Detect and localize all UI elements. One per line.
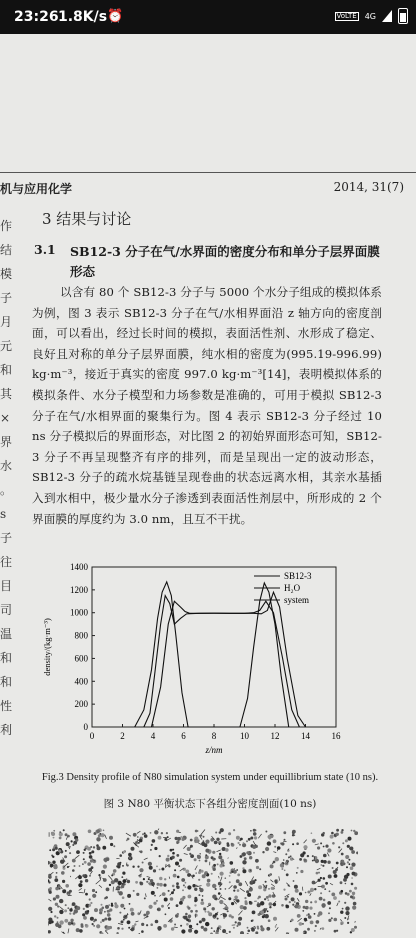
- edge-character: 水: [0, 454, 14, 478]
- figure-caption-chinese: 图 3 N80 平衡状态下各组分密度剖面(10 ns): [40, 798, 380, 811]
- density-profile-chart: [36, 559, 352, 764]
- edge-character: 温: [0, 622, 14, 646]
- x-tick-label: 0: [90, 731, 95, 741]
- journal-name: 机与应用化学: [0, 180, 72, 197]
- journal-issue: 2014, 31(7): [334, 180, 404, 194]
- header-rule: [0, 172, 416, 173]
- edge-character: 子: [0, 526, 14, 550]
- figure-caption-english: Fig.3 Density profile of N80 simulation system under equillibrium state (10 ns).: [40, 771, 380, 784]
- edge-character: 司: [0, 598, 14, 622]
- edge-character: 模: [0, 262, 14, 286]
- edge-character: 。: [0, 478, 14, 502]
- document-page: [0, 34, 416, 900]
- y-tick-label: 1400: [70, 562, 89, 572]
- x-tick-label: 12: [271, 731, 280, 741]
- edge-character: 结: [0, 238, 14, 262]
- section-heading: 3 结果与讨论: [42, 208, 131, 229]
- series-line-H₂O: [144, 592, 306, 727]
- status-bar: [0, 0, 416, 34]
- y-tick-label: 800: [75, 631, 89, 641]
- edge-character: 往: [0, 550, 14, 574]
- status-time: 23:26: [14, 9, 59, 25]
- edge-character: 目: [0, 574, 14, 598]
- network-type: 4G: [365, 12, 376, 21]
- legend-entry: H₂O: [284, 583, 301, 593]
- volte-icon: VoLTE: [335, 12, 359, 21]
- y-tick-label: 200: [75, 699, 89, 709]
- x-axis-label: z/nm: [204, 745, 223, 755]
- edge-character: 和: [0, 358, 14, 382]
- signal-icon: [382, 10, 392, 22]
- edge-character: 性: [0, 694, 14, 718]
- body-text: 以含有 80 个 SB12-3 分子与 5000 个水分子组成的模拟体系为例，图 3 表示 SB12-3 分子在气/水相界面沿 z 轴方向的密度剖面，可以看出，经过长时间的模拟，表面活性剂、水形成了稳定、良好且对称的单分子层界面膜，纯水相的密度为(995.19-996.99) kg·m⁻³，接近于真实的密度 997.0 kg·m⁻³[14]，表明模拟体系的模拟条件、水分子模型和力场参数是准确的，可用于模拟 SB12-3 分子在气/水相界面的聚集行为。图 4 表示 SB12-3 分子经过 10 ns 分子模拟后的界面形态，对比图 2 的初始界面形态可知，SB12-3 分子不再呈现整齐有序的排列，而是呈现出一定的波动形态，SB12-3 分子的疏水烷基链呈现卷曲的状态远离水相，其亲水基插入到水相中，极少量水分子渗透到表面活性剂层中，所形成的 2 个界面膜的厚度约为 3.0 nm，且互不干扰。: [32, 285, 382, 526]
- alarm-icon: ⏰: [107, 9, 123, 24]
- battery-icon: [398, 8, 408, 24]
- edge-character: 其: [0, 382, 14, 406]
- edge-character: 利: [0, 718, 14, 742]
- edge-character: 元: [0, 334, 14, 358]
- x-tick-label: 10: [240, 731, 250, 741]
- x-tick-label: 2: [120, 731, 125, 741]
- edge-character: 作: [0, 214, 14, 238]
- y-tick-label: 1000: [70, 608, 89, 618]
- edge-character: ×: [0, 406, 14, 430]
- x-tick-label: 16: [332, 731, 342, 741]
- subsection-number: 3.1: [34, 242, 56, 257]
- edge-character: 月: [0, 310, 14, 334]
- edge-character: 子: [0, 286, 14, 310]
- status-network-speed: 1.8K/s: [58, 9, 107, 25]
- x-tick-label: 8: [212, 731, 217, 741]
- y-tick-label: 600: [75, 653, 89, 663]
- legend-entry: SB12-3: [284, 571, 312, 581]
- legend-entry: system: [284, 595, 309, 605]
- x-tick-label: 4: [151, 731, 156, 741]
- body-paragraph: [32, 282, 382, 529]
- edge-character: 界: [0, 430, 14, 454]
- y-tick-label: 400: [75, 676, 89, 686]
- y-axis-label: density/(kg·m⁻³): [42, 618, 52, 676]
- molecule-texture: [48, 828, 358, 934]
- chart-svg: [36, 559, 352, 764]
- x-tick-label: 14: [301, 731, 311, 741]
- previous-page-edge: [0, 214, 14, 742]
- subsection-heading: SB12-3 分子在气/水界面的密度分布和单分子层界面膜形态: [70, 242, 390, 282]
- x-tick-label: 6: [181, 731, 186, 741]
- edge-character: 和: [0, 670, 14, 694]
- y-tick-label: 1200: [70, 585, 89, 595]
- series-line-SB12-3: [135, 582, 289, 727]
- edge-character: 和: [0, 646, 14, 670]
- y-tick-label: 0: [84, 722, 89, 732]
- simulation-snapshot-image: [48, 824, 358, 934]
- edge-character: s: [0, 502, 14, 526]
